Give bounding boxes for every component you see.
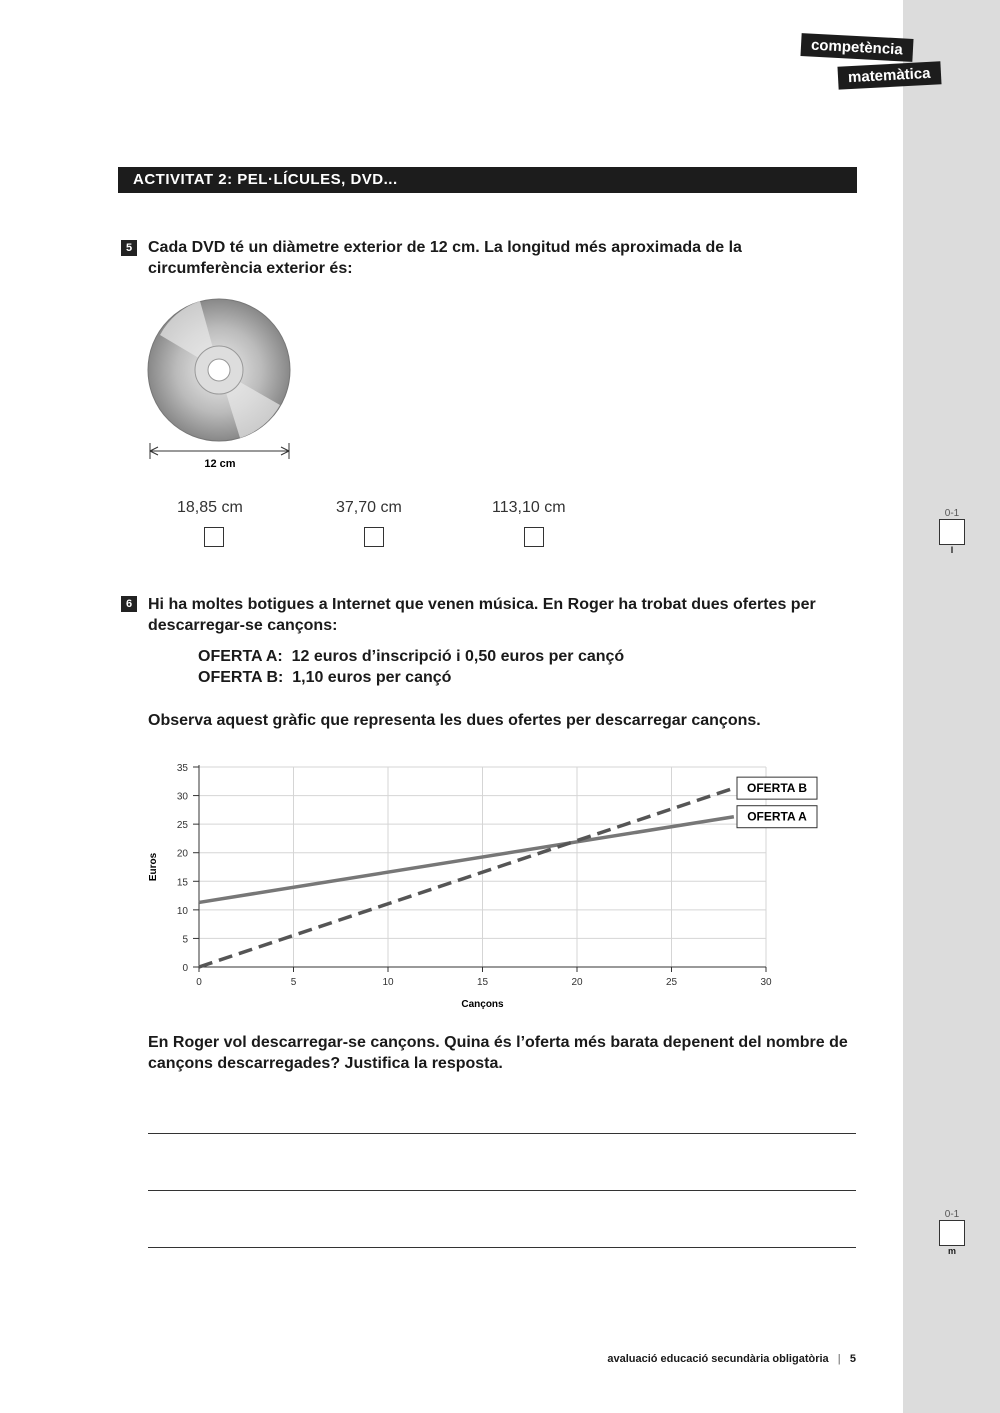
offer-b xyxy=(198,669,451,687)
x-tick-label: 30 xyxy=(760,977,772,988)
footer: avaluació educació secundària obligatòria | 5 xyxy=(607,1353,856,1365)
page-number: 5 xyxy=(849,1353,856,1365)
x-tick-label: 25 xyxy=(665,977,678,988)
y-tick-label: 10 xyxy=(176,905,188,917)
x-tick-label: 5 xyxy=(290,977,297,988)
score-input[interactable] xyxy=(939,519,965,545)
x-tick-label: 10 xyxy=(382,977,394,988)
score-box-1 xyxy=(939,508,965,555)
section-title: ACTIVITAT 2: PEL·LÍCULES, DVD... xyxy=(118,167,857,193)
offer-a-label: OFERTA A: xyxy=(198,648,283,665)
badge-competencia: competència xyxy=(800,33,913,62)
dvd-image xyxy=(140,295,300,470)
offer-a-text: 12 euros d’inscripció i 0,50 euros per cançó xyxy=(291,648,625,665)
offer-b-text: 1,10 euros per cançó xyxy=(292,669,452,686)
question-6-prompt: En Roger vol descarregar-se cançons. Quina és l’oferta més barata depenent del nombre de cançons descarregades? Justifica la resposta. xyxy=(148,1034,848,1072)
legend-label: OFERTA B xyxy=(747,781,807,796)
series-line-oferta-b xyxy=(199,788,734,967)
series-line-oferta-a xyxy=(199,817,734,903)
question-number: 6 xyxy=(121,596,137,612)
y-tick-label: 35 xyxy=(176,763,188,774)
x-tick-label: 20 xyxy=(571,977,583,988)
option-label: 113,10 cm xyxy=(492,499,566,516)
answer-line[interactable] xyxy=(148,1190,856,1191)
y-axis-label: Euros xyxy=(148,852,159,882)
y-tick-label: 25 xyxy=(176,820,188,832)
observe-text: Observa aquest gràfic que representa les dues ofertes per descarregar cançons. xyxy=(148,712,761,729)
footer-text: avaluació educació secundària obligatòria xyxy=(607,1353,829,1365)
option-checkbox[interactable] xyxy=(524,527,544,547)
offer-b-label: OFERTA B: xyxy=(198,669,284,686)
answer-line[interactable] xyxy=(148,1247,856,1248)
score-mark: l xyxy=(950,545,954,555)
question-number: 5 xyxy=(121,240,137,256)
y-tick-label: 30 xyxy=(176,791,188,803)
score-input[interactable] xyxy=(939,1220,965,1246)
x-axis-label: Cançons xyxy=(461,999,504,1010)
dimension-label: 12 cm xyxy=(204,458,236,470)
option-checkbox[interactable] xyxy=(364,527,384,547)
score-range: 0-1 xyxy=(944,508,960,519)
y-tick-label: 20 xyxy=(176,848,188,860)
question-5-text: Cada DVD té un diàmetre exterior de 12 cm. La longitud més aproximada de la circumferència exterior és: xyxy=(148,239,742,277)
offer-a xyxy=(198,648,624,666)
option-label: 37,70 cm xyxy=(336,499,402,516)
score-range: 0-1 xyxy=(944,1209,960,1220)
option-label: 18,85 cm xyxy=(177,499,243,516)
badge-matematica: matemàtica xyxy=(837,61,941,89)
x-tick-label: 0 xyxy=(196,977,202,988)
legend-label: OFERTA A xyxy=(747,809,807,824)
question-6-text: Hi ha moltes botigues a Internet que venen música. En Roger ha trobat dues ofertes per descarregar-se cançons: xyxy=(148,596,816,634)
y-tick-label: 5 xyxy=(182,934,188,946)
offers-chart xyxy=(140,755,840,1020)
x-tick-label: 15 xyxy=(476,977,489,988)
y-tick-label: 15 xyxy=(176,877,188,889)
answer-line[interactable] xyxy=(148,1133,856,1134)
margin-sidebar xyxy=(903,0,1000,1413)
score-mark: m xyxy=(947,1246,956,1256)
y-tick-label: 0 xyxy=(182,963,188,974)
option-checkbox[interactable] xyxy=(204,527,224,547)
score-box-2 xyxy=(939,1209,965,1256)
